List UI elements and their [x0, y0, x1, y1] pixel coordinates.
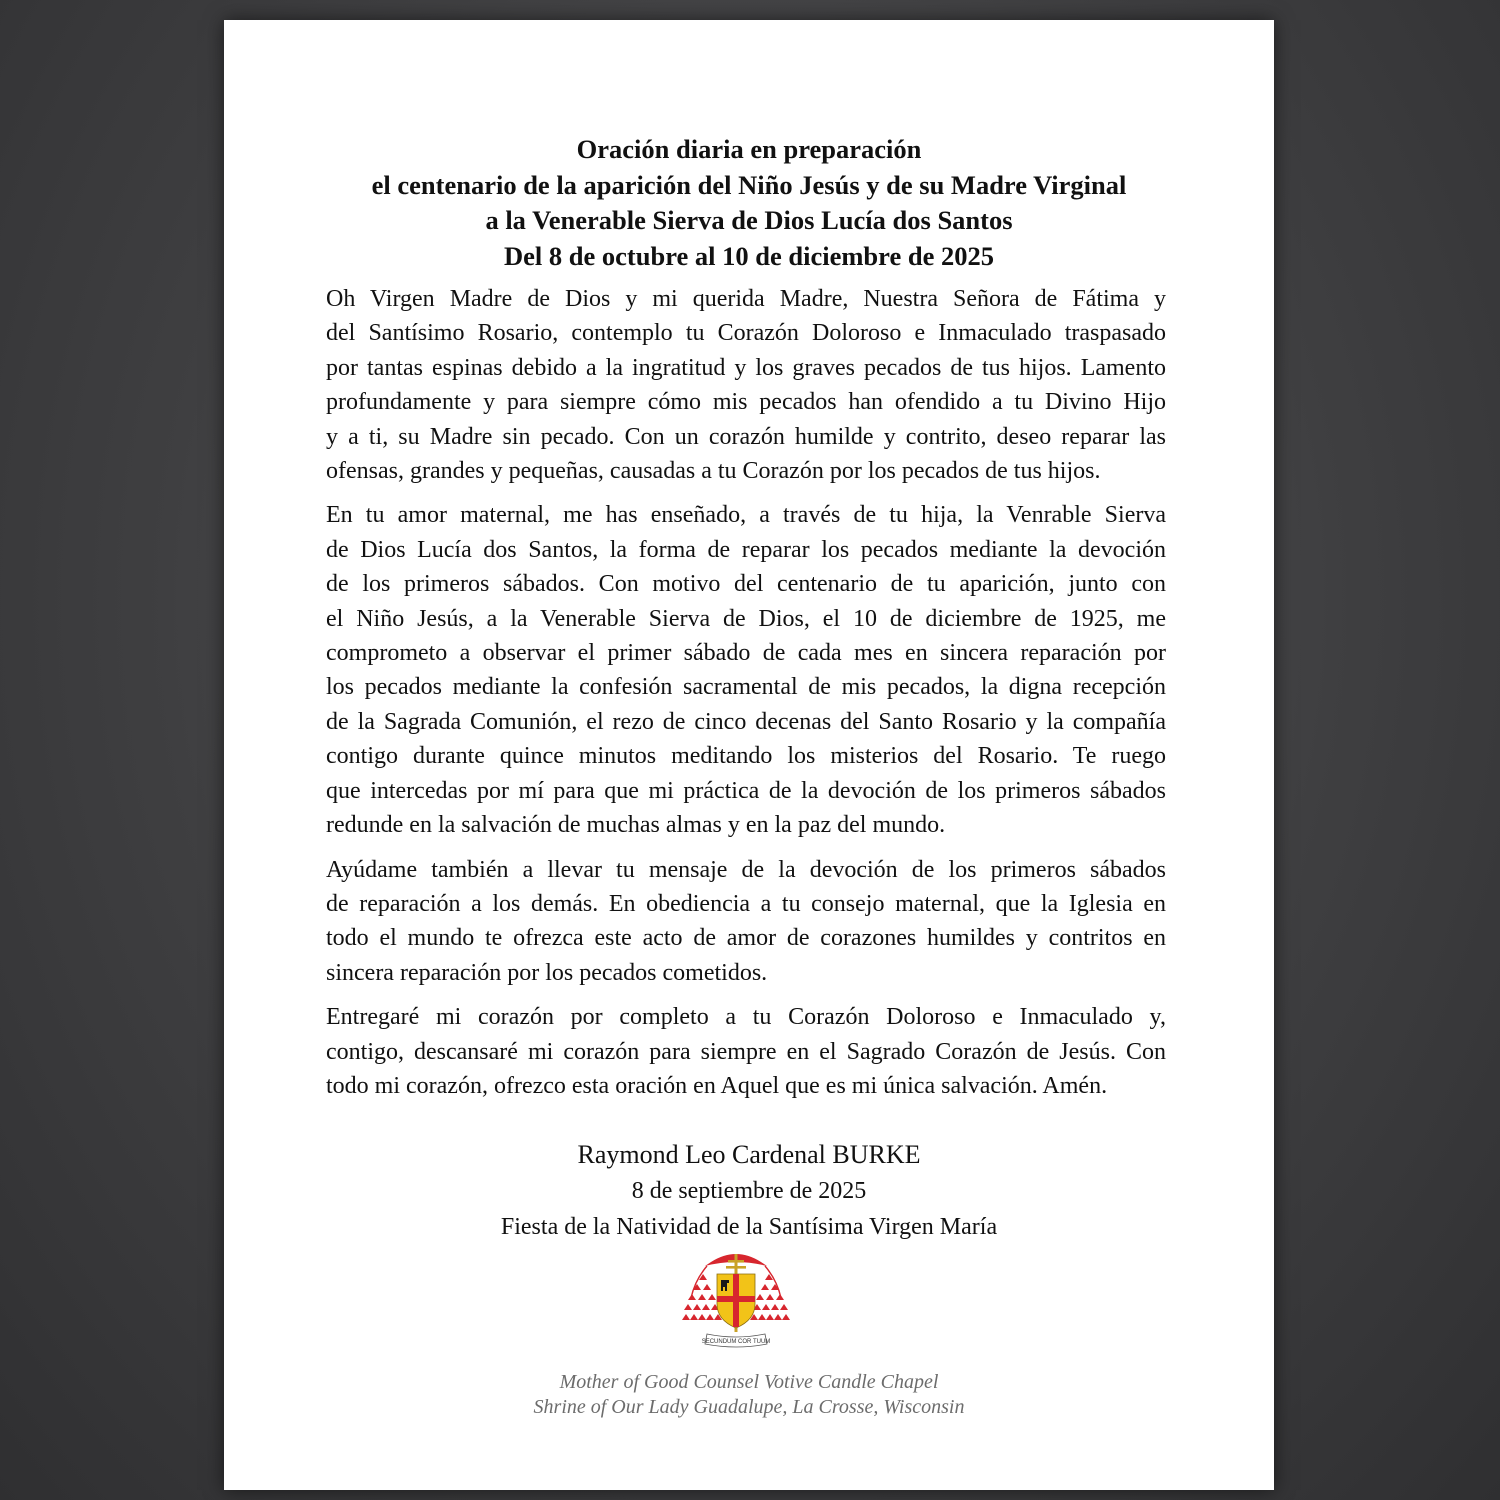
- prayer-line: Oh Virgen Madre de Dios y mi querida Madre, Nuestra Señora de Fátima y: [326, 286, 1166, 312]
- prayer-line: Entregaré mi corazón por completo a tu Corazón Doloroso e Inmaculado y,: [326, 1004, 1166, 1031]
- title-line: Del 8 de octubre al 10 de diciembre de 2025: [504, 240, 994, 271]
- prayer-line: de Dios Lucía dos Santos, la forma de reparar los pecados mediante la devoción: [326, 536, 1166, 563]
- prayer-line: que intercedas por mí para que mi práctica de la devoción de los primeros sábados: [326, 777, 1166, 804]
- prayer-line: los pecados mediante la confesión sacramental de mis pecados, la digna recepción: [326, 674, 1166, 701]
- prayer-paragraph-3: [300, 853, 1166, 991]
- signature-block: [224, 1137, 1274, 1245]
- prayer-paragraph-2: [300, 498, 1166, 842]
- prayer-body: [300, 282, 1166, 1113]
- motto-text: SECUNDUM COR TUUM: [701, 1339, 771, 1345]
- footer-line-chapel: Mother of Good Counsel Votive Candle Chapel: [559, 1371, 939, 1393]
- prayer-line: contigo, descansaré mi corazón para siempre en el Sagrado Corazón de Jesús. Con: [326, 1038, 1166, 1065]
- title-line: Oración diaria en preparación: [576, 134, 922, 164]
- chapel-footer: [224, 1370, 1274, 1420]
- prayer-line: comprometo a observar el primer sábado de cada mes en sincera reparación por: [326, 640, 1166, 667]
- prayer-line: de reparación a los demás. En obediencia a tu consejo maternal, que la Iglesia en: [326, 890, 1166, 917]
- prayer-line: sincera reparación por los pecados cometidos.: [326, 959, 768, 986]
- signature-date: 8 de septiembre de 2025: [631, 1178, 867, 1204]
- title-line: a la Venerable Sierva de Dios Lucía dos Santos: [485, 205, 1013, 235]
- prayer-line: profundamente y para siempre cómo mis pecados han ofendido a tu Divino Hijo: [326, 389, 1166, 416]
- footer-line-shrine: Shrine of Our Lady Guadalupe, La Crosse, Wisconsin: [533, 1396, 965, 1418]
- title-line: el centenario de la aparición del Niño Jesús y de su Madre Virginal: [371, 169, 1127, 200]
- prayer-line: redunde en la salvación de muchas almas y en la paz del mundo.: [326, 812, 946, 839]
- prayer-paragraph-1: [300, 282, 1166, 488]
- prayer-line: de los primeros sábados. Con motivo del centenario de tu aparición, junto con: [326, 571, 1166, 598]
- prayer-line: todo mi corazón, ofrezco esta oración en Aquel que es mi única salvación. Amén.: [326, 1072, 1108, 1099]
- prayer-line: Ayúdame también a llevar tu mensaje de la devoción de los primeros sábados: [326, 856, 1166, 883]
- prayer-line: el Niño Jesús, a la Venerable Sierva de Dios, el 10 de diciembre de 1925, me: [326, 605, 1166, 632]
- prayer-line: En tu amor maternal, me has enseñado, a través de tu hija, la Venrable Sierva: [326, 502, 1166, 529]
- prayer-line: ofensas, grandes y pequeñas, causadas a tu Corazón por los pecados de tus hijos.: [326, 458, 1101, 485]
- signatory-name: Raymond Leo Cardenal BURKE: [577, 1140, 921, 1169]
- prayer-line: por tantas espinas debido a la ingratitud y los graves pecados de tus hijos. Lamento: [326, 354, 1166, 381]
- prayer-line: de la Sagrada Comunión, el rezo de cinco decenas del Santo Rosario y la compañía: [326, 708, 1166, 735]
- prayer-paragraph-4: [300, 1000, 1166, 1103]
- prayer-line: todo el mundo te ofrezca este acto de amor de corazones humildes y contritos en: [326, 925, 1166, 952]
- prayer-card: [224, 20, 1274, 1490]
- cardinal-coat-of-arms: [681, 1240, 791, 1355]
- prayer-line: contigo durante quince minutos meditando los misterios del Rosario. Te ruego: [326, 743, 1166, 770]
- prayer-title: [224, 132, 1274, 274]
- prayer-line: y a ti, su Madre sin pecado. Con un corazón humilde y contrito, deseo reparar las: [326, 423, 1166, 450]
- signature-feast: Fiesta de la Natividad de la Santísima Virgen María: [500, 1214, 998, 1240]
- prayer-line: del Santísimo Rosario, contemplo tu Corazón Doloroso e Inmaculado traspasado: [326, 320, 1166, 347]
